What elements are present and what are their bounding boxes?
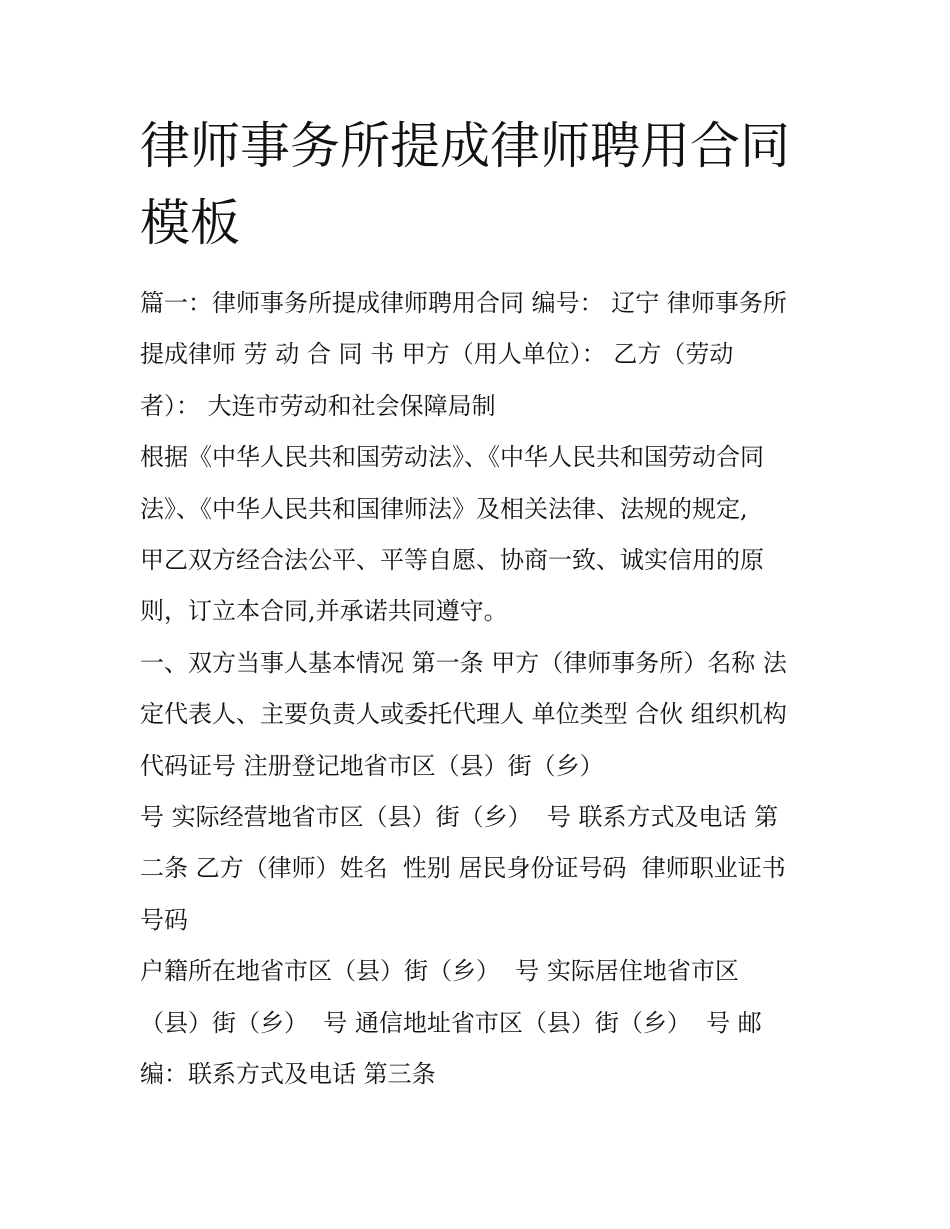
text-line: 号码: [140, 905, 188, 934]
text-line: 甲乙双方经合法公平、平等自愿、协商一致、诚实信用的原: [140, 546, 764, 575]
paragraph-2: [140, 432, 820, 638]
text-line: 二条 乙方（律师）姓名 性别 居民身份证号码 律师职业证书: [140, 854, 786, 883]
text-line: 代码证号 注册登记地省市区（县）街（乡）: [140, 751, 604, 780]
text-line: 则，订立本合同,并承诺共同遵守。: [140, 597, 508, 626]
text-line: （县）街（乡） 号 通信地址省市区（县）街（乡） 号 邮: [140, 1008, 762, 1037]
paragraph-3: [140, 638, 820, 792]
document-title: [140, 108, 820, 262]
text-line: 者）： 大连市劳动和社会保障局制: [140, 391, 496, 420]
text-line: 定代表人、主要负责人或委托代理人 单位类型 合伙 组织机构: [140, 700, 787, 729]
text-line: 提成律师 劳 动 合 同 书 甲方（用人单位）： 乙方（劳动: [140, 340, 734, 369]
paragraph-4: [140, 792, 820, 946]
text-line: 编：联系方式及电话 第三条: [140, 1060, 436, 1089]
document-page: [140, 108, 820, 1101]
title-line-2: 模板: [140, 194, 240, 252]
text-line: 根据《中华人民共和国劳动法》、《中华人民共和国劳动合同: [140, 443, 764, 472]
text-line: 户籍所在地省市区（县）街（乡） 号 实际居住地省市区: [140, 957, 739, 986]
paragraph-1: [140, 278, 820, 432]
title-line-1: 律师事务所提成律师聘用合同: [140, 117, 790, 175]
text-line: 法》、《中华人民共和国律师法》及相关法律、法规的规定,: [140, 494, 748, 523]
paragraph-5: [140, 946, 820, 1100]
text-line: 篇一：律师事务所提成律师聘用合同 编号： 辽宁 律师事务所: [140, 289, 787, 317]
text-line: 号 实际经营地省市区（县）街（乡） 号 联系方式及电话 第: [140, 803, 779, 832]
text-line: 一、双方当事人基本情况 第一条 甲方（律师事务所）名称 法: [140, 648, 787, 677]
